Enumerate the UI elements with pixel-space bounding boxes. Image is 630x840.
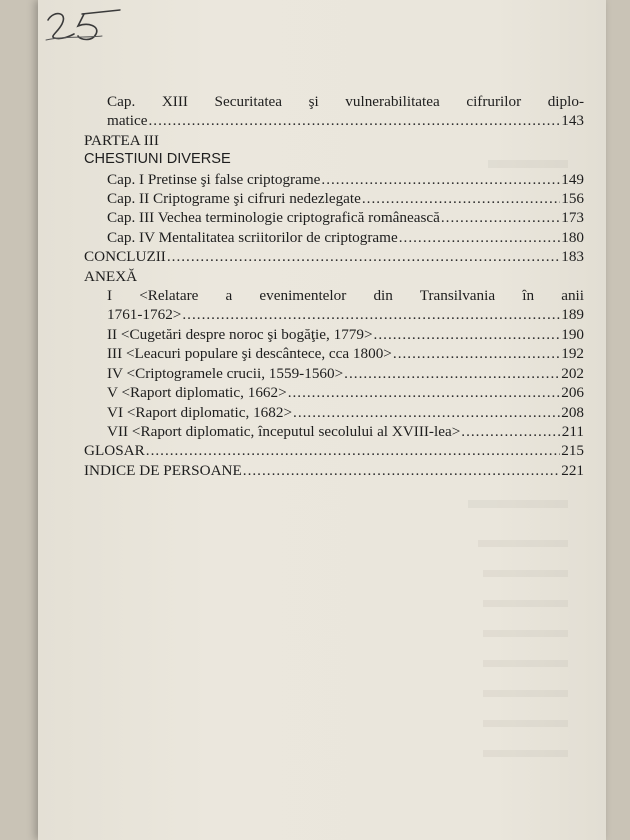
leader-dots xyxy=(374,325,561,344)
toc-page-number: 202 xyxy=(561,364,584,382)
toc-entry-title: IV <Criptogramele crucii, 1559-1560> xyxy=(107,364,344,382)
toc-page-number: 190 xyxy=(561,325,584,343)
toc-page-number: 180 xyxy=(561,228,584,246)
toc-entry-title: III <Leacuri populare şi descântece, cca 1800> xyxy=(107,345,392,363)
toc-entry-a5 xyxy=(84,383,584,402)
leader-dots xyxy=(321,170,560,189)
leader-dots xyxy=(243,461,560,480)
toc-entry-title: VI <Raport diplomatic, 1682> xyxy=(107,403,293,421)
leader-dots xyxy=(362,189,560,208)
toc-entry-title: Cap. I Pretinse şi false criptograme xyxy=(107,170,321,188)
table-of-contents xyxy=(84,92,584,480)
toc-page-number: 221 xyxy=(561,461,584,479)
toc-entry-cap3 xyxy=(84,208,584,227)
toc-page-number: 183 xyxy=(561,248,584,266)
toc-entry-title: II <Cugetări despre noroc şi bogăţie, 1779> xyxy=(107,325,373,343)
leader-dots xyxy=(344,364,560,383)
leader-dots xyxy=(399,228,561,247)
toc-page-number: 156 xyxy=(561,190,584,208)
toc-entry-a7 xyxy=(84,422,584,441)
toc-entry-title: matice xyxy=(107,112,148,130)
leader-dots xyxy=(293,403,560,422)
toc-entry-title: GLOSAR xyxy=(84,442,145,460)
toc-heading-chestiuni-diverse: CHESTIUNI DIVERSE xyxy=(84,151,231,168)
toc-entry-title: Cap. II Criptograme şi cifruri nedezlegate xyxy=(107,190,361,208)
toc-entry-cap2 xyxy=(84,189,584,208)
toc-entry-indice xyxy=(84,461,584,480)
toc-entry-cap13-line1: Cap. XIII Securitatea şi vulnerabilitatea cifrurilor diplo- xyxy=(107,93,584,110)
toc-heading-partea-iii: PARTEA III xyxy=(84,131,159,149)
leader-dots xyxy=(441,208,560,227)
toc-entry-a1-line1: I <Relatare a evenimentelor din Transilvania în anii xyxy=(107,287,584,305)
toc-page-number: 192 xyxy=(561,345,584,363)
toc-entry-a4 xyxy=(84,364,584,383)
leader-dots xyxy=(148,111,560,130)
leader-dots xyxy=(146,441,560,460)
leader-dots xyxy=(288,383,561,402)
toc-page-number: 206 xyxy=(561,384,584,402)
toc-entry-title: Cap. IV Mentalitatea scriitorilor de criptograme xyxy=(107,228,398,246)
toc-page-number: 211 xyxy=(561,422,584,440)
toc-entry-title: CONCLUZII xyxy=(84,248,166,266)
leader-dots xyxy=(461,422,561,441)
toc-entry-a3 xyxy=(84,344,584,363)
book-page xyxy=(38,0,606,840)
leader-dots xyxy=(393,344,560,363)
toc-entry-glosar xyxy=(84,441,584,460)
toc-page-number: 173 xyxy=(561,209,584,227)
toc-entry-a6 xyxy=(84,403,584,422)
toc-heading-anexa: ANEXĂ xyxy=(84,267,138,285)
toc-page-number: 149 xyxy=(561,170,584,188)
toc-entry-title: Cap. III Vechea terminologie criptografică românească xyxy=(107,209,440,227)
toc-entry-a1-line2 xyxy=(84,305,584,324)
leader-dots xyxy=(167,247,560,266)
toc-entry-title: VII <Raport diplomatic, începutul secolului al XVIII-lea> xyxy=(107,422,461,440)
toc-entry-a2 xyxy=(84,325,584,344)
toc-entry-title: V <Raport diplomatic, 1662> xyxy=(107,384,287,402)
toc-entry-concluzii xyxy=(84,247,584,266)
toc-page-number: 208 xyxy=(561,403,584,421)
toc-page-number: 215 xyxy=(561,442,584,460)
toc-entry-cap1 xyxy=(84,170,584,189)
leader-dots xyxy=(182,305,560,324)
toc-page-number: 143 xyxy=(561,112,584,130)
toc-entry-title: 1761-1762> xyxy=(107,306,182,324)
toc-page-number: 189 xyxy=(561,306,584,324)
toc-entry-cap13-line2 xyxy=(84,111,584,130)
toc-entry-title: INDICE DE PERSOANE xyxy=(84,461,242,479)
handwritten-mark xyxy=(44,6,128,46)
toc-entry-cap4 xyxy=(84,228,584,247)
